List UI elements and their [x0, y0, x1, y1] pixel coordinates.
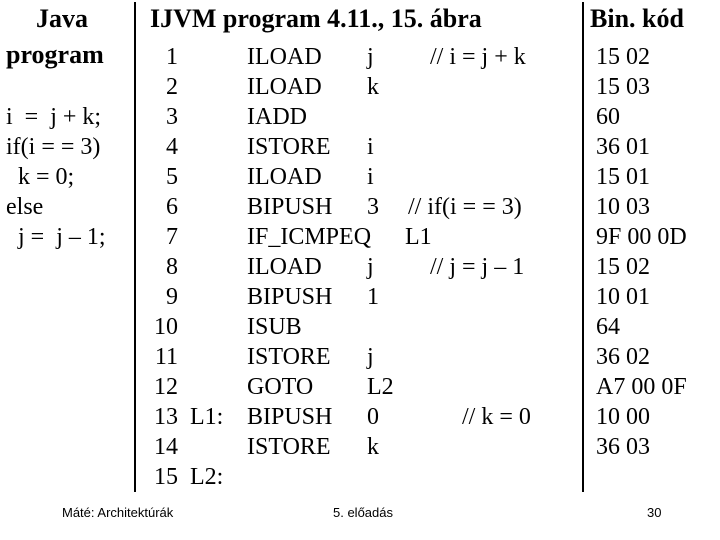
instruction-opcode: BIPUSH: [247, 284, 333, 310]
binary-code: 9F 00 0D: [596, 224, 687, 250]
bin-header: Bin. kód: [590, 4, 684, 33]
instruction-opcode: ILOAD: [247, 44, 322, 70]
binary-code: 15 02: [596, 254, 650, 280]
binary-code: 15 03: [596, 74, 650, 100]
instruction-opcode: ISTORE: [247, 134, 331, 160]
instruction-opcode: ILOAD: [247, 74, 322, 100]
instruction-argument: 3: [367, 194, 379, 220]
line-number: 8: [166, 254, 178, 280]
instruction-argument: 0: [367, 404, 379, 430]
binary-code: 36 01: [596, 134, 650, 160]
java-header: Java: [36, 4, 88, 33]
instruction-argument: i: [367, 164, 374, 190]
instruction-opcode: GOTO: [247, 374, 314, 400]
instruction-opcode: BIPUSH: [247, 404, 333, 430]
line-number: 2: [166, 74, 178, 100]
code-comment: // j = j – 1: [430, 254, 525, 280]
instruction-argument: j: [367, 254, 374, 280]
line-number: 10: [154, 314, 178, 340]
line-number: 15: [154, 464, 178, 490]
line-number: 1: [166, 44, 178, 70]
footer-lecture: 5. előadás: [333, 505, 393, 520]
java-line: k = 0;: [6, 164, 75, 190]
binary-code: A7 00 0F: [596, 374, 687, 400]
ijvm-header: IJVM program 4.11., 15. ábra: [150, 4, 482, 33]
instruction-argument: j: [367, 44, 374, 70]
java-line: if(i = = 3): [6, 134, 101, 160]
binary-code: 10 03: [596, 194, 650, 220]
code-label: L1:: [190, 404, 224, 430]
instruction-argument: 1: [367, 284, 379, 310]
page-number: 30: [647, 505, 662, 520]
right-column-divider: [582, 2, 584, 492]
line-number: 6: [166, 194, 178, 220]
line-number: 9: [166, 284, 178, 310]
code-comment: // if(i = = 3): [408, 194, 522, 220]
java-line: j = j – 1;: [6, 224, 106, 250]
instruction-argument: i: [367, 134, 374, 160]
instruction-argument: L2: [367, 374, 394, 400]
line-number: 11: [154, 344, 178, 370]
line-number: 14: [154, 434, 178, 460]
instruction-opcode: BIPUSH: [247, 194, 333, 220]
binary-code: 64: [596, 314, 620, 340]
line-number: 13: [154, 404, 178, 430]
code-comment: // k = 0: [462, 404, 531, 430]
instruction-opcode: ILOAD: [247, 254, 322, 280]
instruction-argument: L1: [405, 224, 432, 250]
code-label: L2:: [190, 464, 224, 490]
binary-code: 60: [596, 104, 620, 130]
instruction-opcode: IADD: [247, 104, 307, 130]
instruction-argument: k: [367, 74, 379, 100]
binary-code: 36 02: [596, 344, 650, 370]
instruction-opcode: ISTORE: [247, 344, 331, 370]
java-line: else: [6, 194, 44, 220]
footer-course: Máté: Architektúrák: [62, 505, 174, 520]
line-number: 4: [166, 134, 178, 160]
instruction-opcode: ISTORE: [247, 434, 331, 460]
instruction-argument: j: [367, 344, 374, 370]
line-number: 12: [154, 374, 178, 400]
instruction-opcode: ISUB: [247, 314, 302, 340]
java-line: i = j + k;: [6, 104, 102, 130]
binary-code: 10 00: [596, 404, 650, 430]
instruction-argument: k: [367, 434, 379, 460]
binary-code: 15 02: [596, 44, 650, 70]
line-number: 3: [166, 104, 178, 130]
line-number: 7: [166, 224, 178, 250]
code-comment: // i = j + k: [430, 44, 526, 70]
program-header: program: [6, 40, 104, 69]
binary-code: 10 01: [596, 284, 650, 310]
left-column-divider: [134, 2, 136, 492]
line-number: 5: [166, 164, 178, 190]
instruction-opcode: ILOAD: [247, 164, 322, 190]
binary-code: 36 03: [596, 434, 650, 460]
binary-code: 15 01: [596, 164, 650, 190]
instruction-opcode: IF_ICMPEQ: [247, 224, 372, 250]
